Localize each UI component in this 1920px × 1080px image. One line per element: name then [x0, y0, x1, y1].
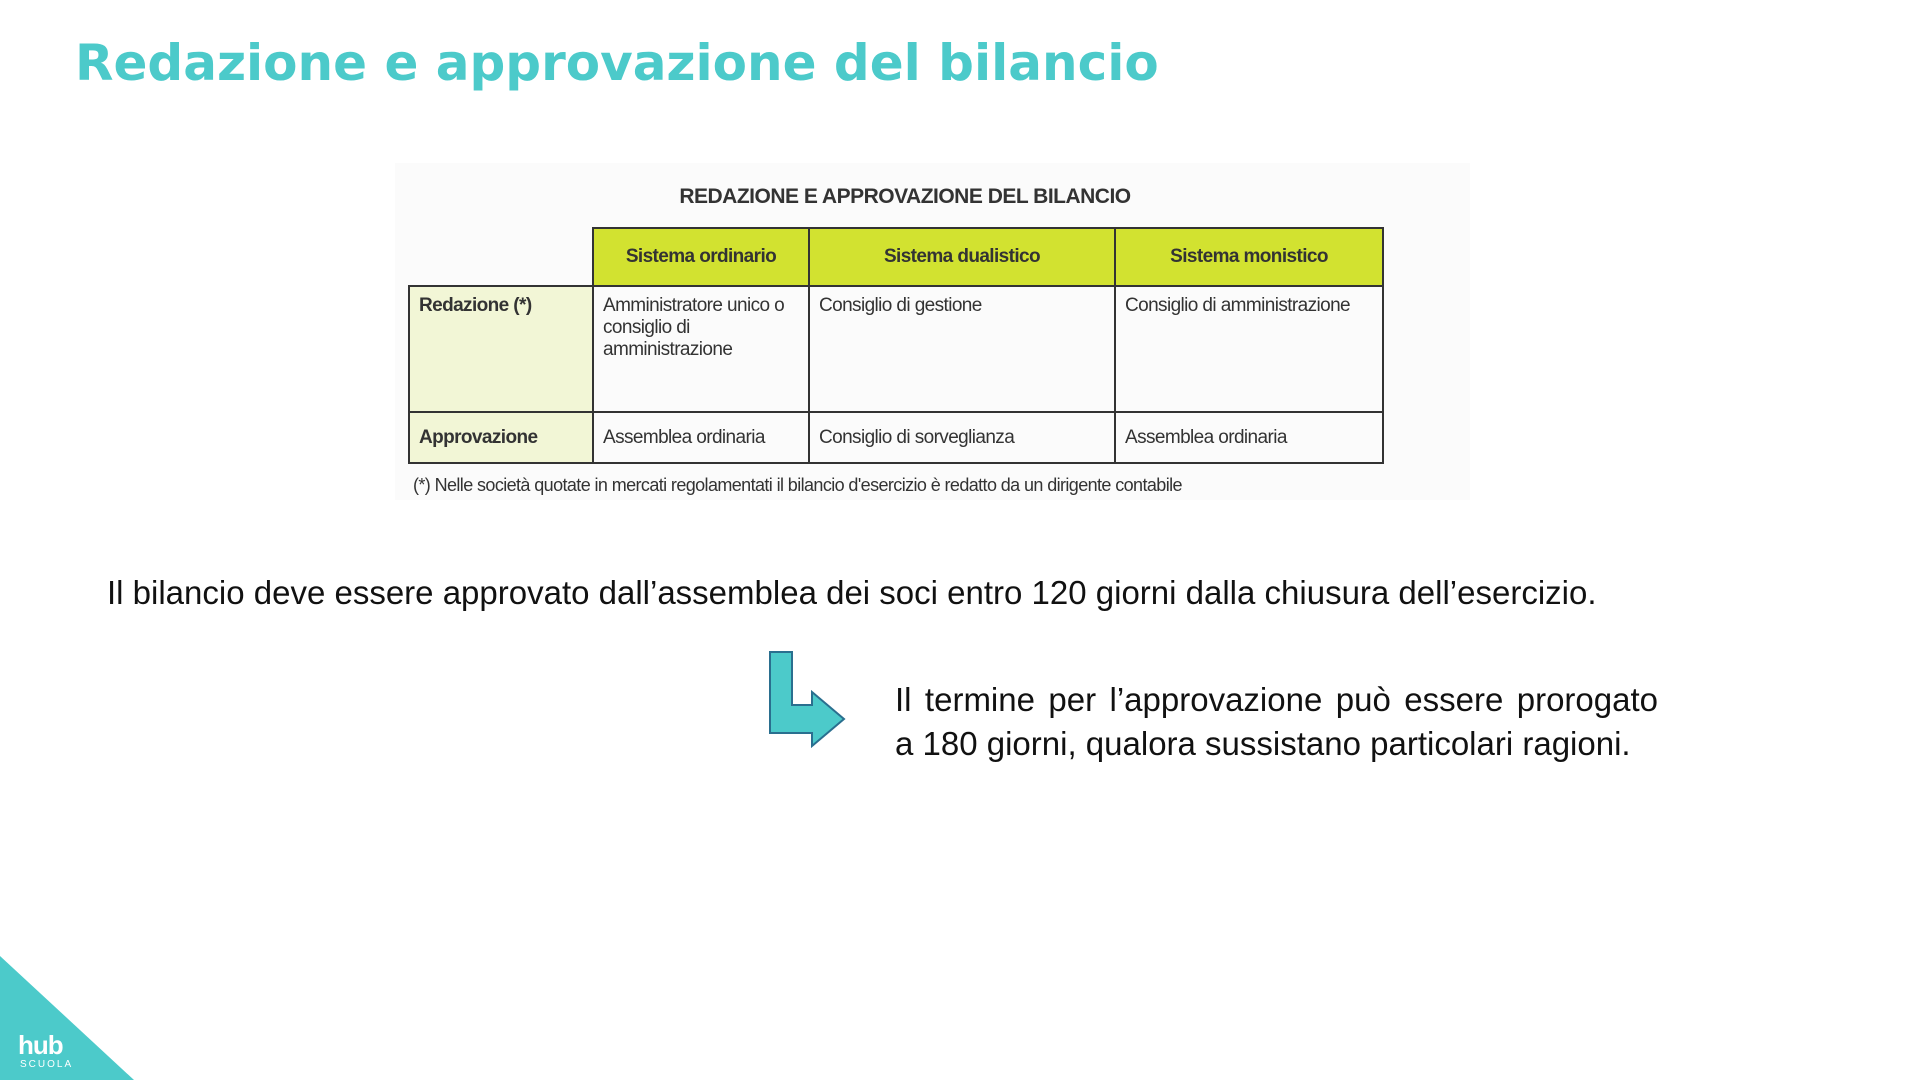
table-cell: Consiglio di sorveglianza [809, 412, 1115, 463]
logo-subtext: SCUOLA [20, 1059, 74, 1070]
table-cell: Assemblea ordinaria [1115, 412, 1383, 463]
table-caption: REDAZIONE E APPROVAZIONE DEL BILANCIO [679, 185, 1131, 208]
logo-text: hub [18, 1030, 63, 1060]
comparison-table [408, 227, 1384, 464]
row-header: Approvazione [409, 412, 593, 463]
table-cell: Consiglio di gestione [809, 286, 1115, 412]
column-header: Sistema dualistico [809, 228, 1115, 286]
empty-header-cell [409, 228, 593, 286]
table-cell: Consiglio di amministrazione [1115, 286, 1383, 412]
column-header: Sistema monistico [1115, 228, 1383, 286]
table-figure [395, 163, 1470, 500]
table-footnote: (*) Nelle società quotate in mercati regolamentati il bilancio d'esercizio è redatto da un dirigente contabile [413, 475, 1182, 495]
extension-note: Il termine per l’approvazione può essere prorogato a 180 giorni, qualora sussistano particolari ragioni. [895, 681, 1658, 762]
table-header-row [409, 228, 1383, 286]
table-row [409, 286, 1383, 412]
main-statement: Il bilancio deve essere approvato dall’assemblea dei soci entro 120 giorni dalla chiusura dell’esercizio. [107, 574, 1597, 611]
row-header: Redazione (*) [409, 286, 593, 412]
column-header: Sistema ordinario [593, 228, 809, 286]
table-cell: Amministratore unico o consiglio di amministrazione [593, 286, 809, 412]
bent-arrow-icon [768, 650, 848, 748]
table-cell: Assemblea ordinaria [593, 412, 809, 463]
page-title: Redazione e approvazione del bilancio [75, 34, 1159, 92]
table-row [409, 412, 1383, 463]
